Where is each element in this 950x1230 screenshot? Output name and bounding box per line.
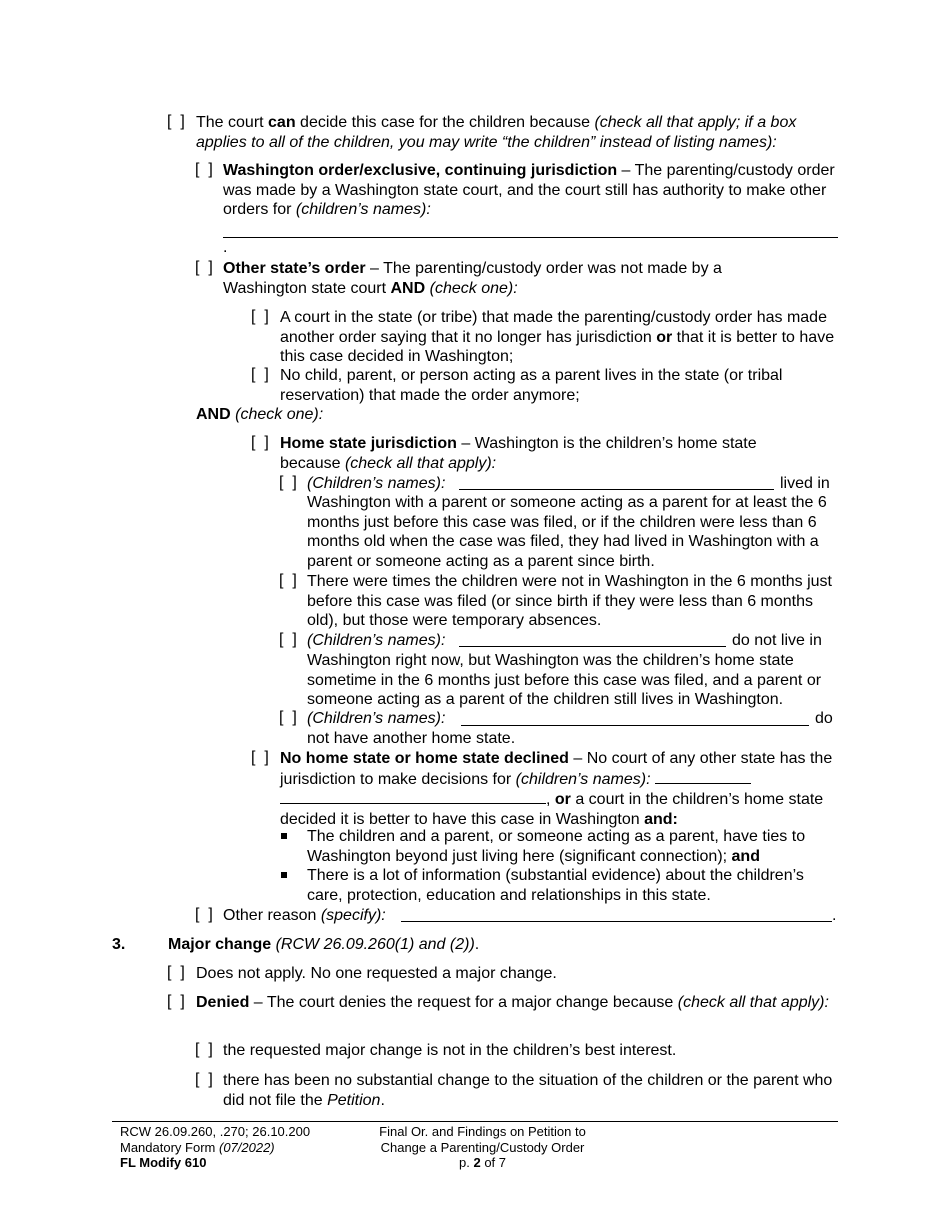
bullet-substantial-evidence: There is a lot of information (substantial evidence) about the children’s care, protection, education and relationships in this state. <box>307 867 804 904</box>
childrens-names-line[interactable] <box>280 789 546 804</box>
checkbox[interactable]: [ ] <box>195 259 213 276</box>
checkbox[interactable]: [ ] <box>251 366 269 383</box>
checkbox[interactable]: [ ] <box>251 308 269 325</box>
specify-line[interactable] <box>401 921 832 922</box>
denied-reason-2: there has been no substantial change to the situation of the children or the parent who did not file the Petition. <box>223 1072 833 1109</box>
checkbox[interactable]: [ ] <box>195 906 213 923</box>
home-state-sub2-text: There were times the children were not in Washington in the 6 months just before this case was filed (or since birth if they were less than 6 months old), but those were temporary absences. <box>307 573 832 630</box>
period: . <box>832 907 837 924</box>
home-state-sub3-text: Washington right now, but Washington was the children’s home state sometime in the 6 months just before this case was filed, and a parent or someone acting as a parent of the children still lives in Washington. <box>307 652 822 709</box>
jurisdiction-intro: The court can decide this case for the children because (check all that apply; if a box applies to all of the children, you may write “the children” instead of listing names): <box>196 114 797 151</box>
childrens-names-line[interactable] <box>459 646 726 647</box>
denied-option: Denied – The court denies the request for a major change because (check all that apply): <box>196 994 829 1011</box>
section-number: 3. <box>112 936 126 953</box>
home-state-sub4-names: (Children’s names): <box>307 710 446 727</box>
bullet-icon <box>281 833 287 839</box>
home-state-option: Home state jurisdiction – Washington is the children’s home state because (check all that apply): <box>280 435 757 472</box>
checkbox[interactable]: [ ] <box>167 964 185 981</box>
childrens-names-line[interactable] <box>459 489 774 490</box>
checkbox[interactable]: [ ] <box>251 434 269 451</box>
footer-form-id: FL Modify 610 <box>120 1155 207 1170</box>
checkbox[interactable]: [ ] <box>279 572 297 589</box>
other-reason-option: Other reason (specify): <box>223 907 386 924</box>
footer-center <box>350 1124 615 1171</box>
home-state-sub3-names: (Children’s names): <box>307 632 446 649</box>
checkbox[interactable]: [ ] <box>195 161 213 178</box>
home-state-sub4-text: not have another home state. <box>307 730 516 747</box>
section-title: Major change (RCW 26.09.260(1) and (2)). <box>168 936 480 953</box>
home-state-sub4-tail: do <box>815 710 833 727</box>
home-state-sub1-tail: lived in <box>780 475 830 492</box>
footer-statute: RCW 26.09.260, .270; 26.10.200 <box>120 1124 311 1139</box>
checkbox[interactable]: [ ] <box>251 749 269 766</box>
washington-order-option: Washington order/exclusive, continuing jurisdiction – The parenting/custody order was made by a Washington state court, and the court still has authority to make other orders for (children’s names): <box>223 162 835 219</box>
home-state-sub3-tail: do not live in <box>732 632 822 649</box>
checkbox[interactable]: [ ] <box>279 709 297 726</box>
other-state-option-1: A court in the state (or tribe) that made the parenting/custody order has made another order saying that it no longer has jurisdiction or that it is better to have this case decided in Washington; <box>280 309 835 366</box>
period: . <box>223 239 228 256</box>
footer-form-title-1: Final Or. and Findings on Petition to <box>379 1124 586 1139</box>
checkbox[interactable]: [ ] <box>195 1071 213 1088</box>
childrens-names-line[interactable] <box>461 725 809 726</box>
footer-left <box>120 1124 310 1171</box>
footer-form-title-2: Change a Parenting/Custody Order <box>380 1139 585 1155</box>
footer-page-number: p. 2 of 7 <box>459 1155 506 1170</box>
childrens-names-line[interactable] <box>655 769 751 784</box>
footer-divider <box>112 1121 838 1122</box>
childrens-names-line[interactable] <box>223 237 838 238</box>
denied-reason-1: the requested major change is not in the children’s best interest. <box>223 1042 677 1059</box>
other-state-order-option: Other state’s order – The parenting/custody order was not made by a Washington state court AND (check one): <box>223 260 722 297</box>
bullet-icon <box>281 872 287 878</box>
checkbox[interactable]: [ ] <box>279 474 297 491</box>
checkbox[interactable]: [ ] <box>167 113 185 130</box>
footer-mandatory: Mandatory Form (07/2022) <box>120 1139 275 1155</box>
checkbox[interactable]: [ ] <box>167 993 185 1010</box>
and-check-one: AND (check one): <box>196 406 324 423</box>
checkbox[interactable]: [ ] <box>279 631 297 648</box>
bullet-significant-connection: The children and a parent, or someone acting as a parent, have ties to Washington beyond just living here (significant connection); and <box>307 828 806 865</box>
checkbox[interactable]: [ ] <box>195 1041 213 1058</box>
other-state-option-2: No child, parent, or person acting as a parent lives in the state (or tribal reservation) that made the order anymore; <box>280 367 783 404</box>
no-home-state-option: No home state or home state declined – No court of any other state has the jurisdiction to make decisions for (children’s names): , or a court in the children’s home state decided it is better to have this case in Washington and: <box>280 750 833 828</box>
does-not-apply-option: Does not apply. No one requested a major change. <box>196 965 557 982</box>
home-state-sub1-names: (Children’s names): <box>307 475 446 492</box>
home-state-sub1-text: Washington with a parent or someone acting as a parent for at least the 6 months just before this case was filed, or if the children were less than 6 months old when the case was filed, they had lived in Washington with a parent or someone acting as a parent since birth. <box>307 494 827 570</box>
